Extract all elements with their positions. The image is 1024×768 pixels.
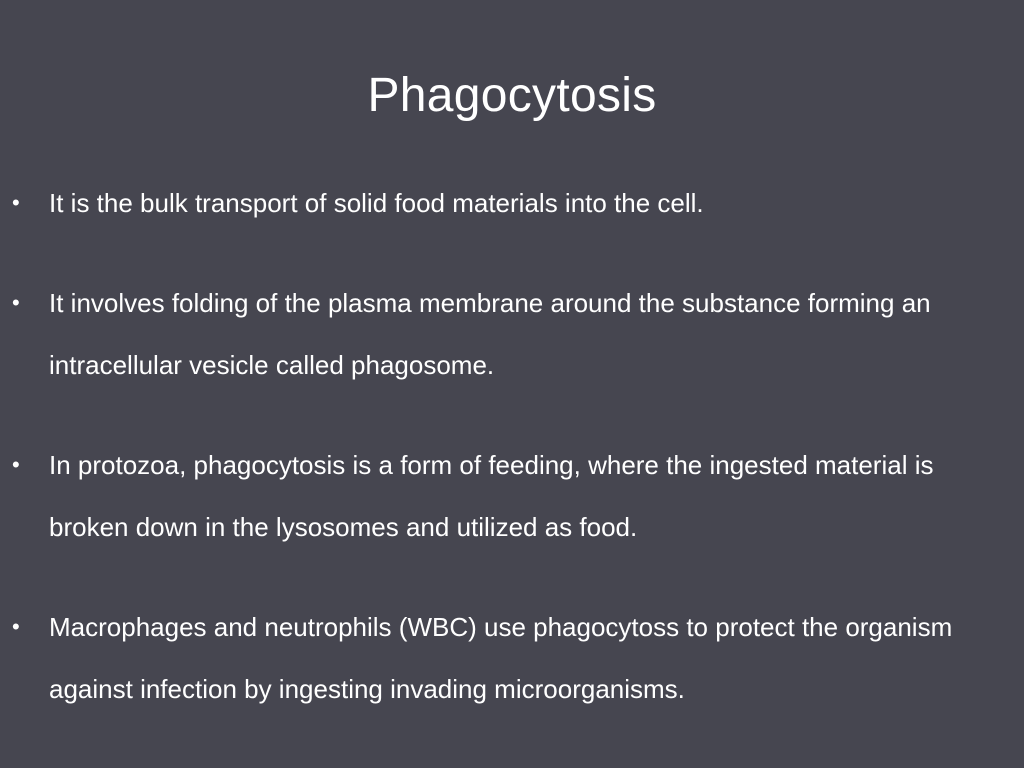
slide-title: Phagocytosis xyxy=(367,69,657,122)
bullet-dot-icon: • xyxy=(12,452,20,477)
bullet-dot-icon: • xyxy=(12,614,20,639)
bullet-text: In protozoa, phagocytosis is a form of feeding, where the ingested material is broken down in the lysosomes and utilized as food. xyxy=(49,450,934,542)
bullet-text: It involves folding of the plasma membrane around the substance forming an intracellular vesicle called phagosome. xyxy=(49,288,931,380)
bullet-text: It is the bulk transport of solid food materials into the cell. xyxy=(49,188,704,218)
bullet-text: Macrophages and neutrophils (WBC) use phagocytoss to protect the organism against infection by ingesting invading microorganisms. xyxy=(49,612,953,704)
bullet-dot-icon: • xyxy=(12,190,20,215)
bullet-dot-icon: • xyxy=(12,290,20,315)
bullet-item xyxy=(0,434,1024,558)
bullet-list xyxy=(0,172,1024,720)
bullet-item xyxy=(0,596,1024,720)
bullet-item xyxy=(0,172,1024,234)
bullet-item xyxy=(0,272,1024,396)
